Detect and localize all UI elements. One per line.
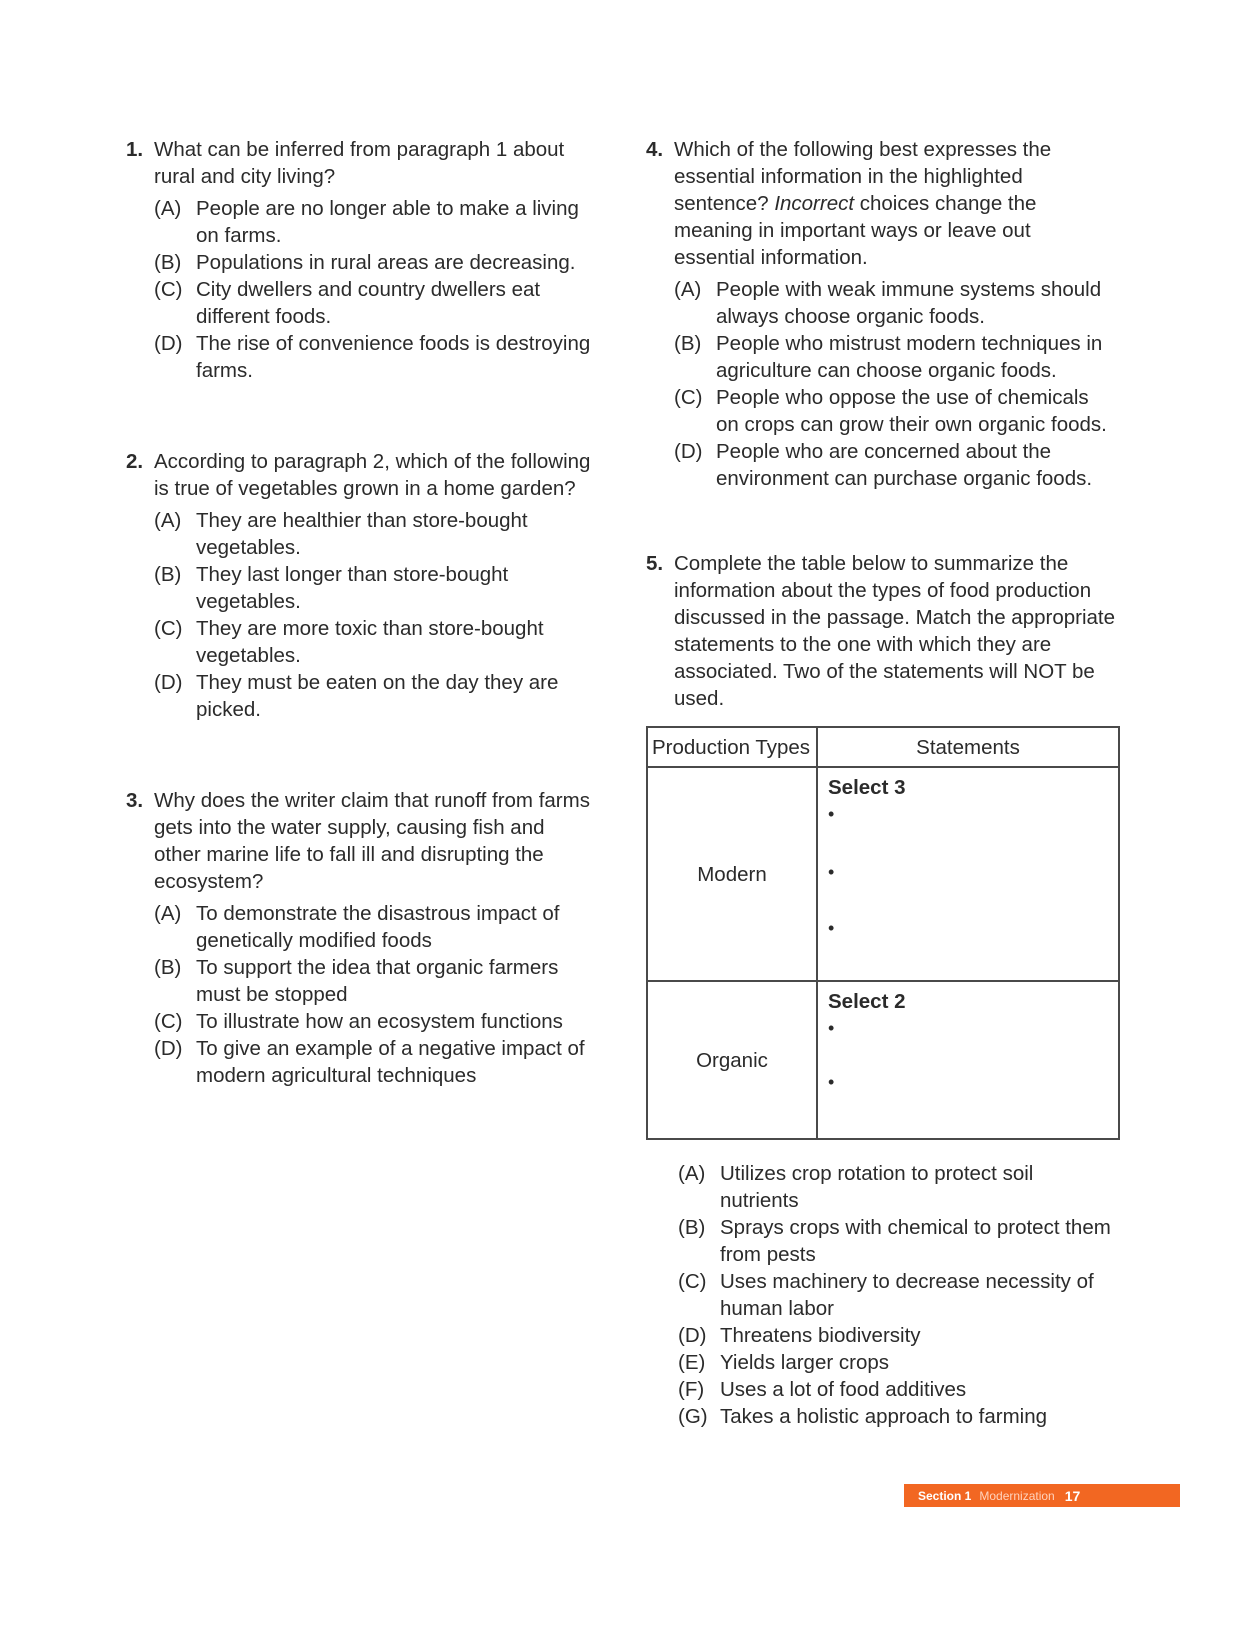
option-text: Yields larger crops [720,1351,890,1374]
option-letter: (D) [154,671,183,694]
spacer [126,723,596,787]
statement-choices [678,1160,1116,1430]
answer-option[interactable] [154,561,596,615]
question-stem [674,136,1116,271]
question-2 [126,448,596,723]
statements-cell-modern [817,767,1119,981]
option-letter: (A) [154,197,182,220]
option-letter: (A) [154,509,182,532]
option-text: People with weak immune systems should always choose organic foods. [716,278,1102,328]
question-4 [646,136,1116,492]
option-text: They must be eaten on the day they are picked. [196,671,559,721]
answer-option[interactable] [154,276,596,330]
question-number: 5. [646,552,664,575]
question-1 [126,136,596,384]
answer-option[interactable] [674,384,1116,438]
option-letter: (E) [678,1351,706,1374]
answer-option[interactable] [154,195,596,249]
option-letter: (B) [678,1216,706,1239]
answer-slot[interactable]: • [828,1072,835,1092]
question-stem: Complete the table below to summarize the information about the types of food production discussed in the passage. Match the appropriate statements to the one with which they are associated. Two of the statements will NOT be used. [674,552,1116,710]
question-number: 4. [646,138,664,161]
question-number: 3. [126,789,144,812]
option-text: People who are concerned about the environment can purchase organic foods. [716,440,1093,490]
answer-option[interactable] [154,1008,596,1035]
stem-text: Which of the following best expresses the essential information in the highlighted sentence? [674,138,1052,215]
answer-option[interactable] [154,249,596,276]
option-letter: (B) [674,332,702,355]
option-text: Uses machinery to decrease necessity of human labor [720,1270,1094,1320]
answer-option[interactable] [154,615,596,669]
answer-option[interactable] [674,438,1116,492]
stem-emphasis: Incorrect [774,192,855,215]
option-text: To demonstrate the disastrous impact of genetically modified foods [196,902,560,952]
option-text: To give an example of a negative impact of modern agricultural techniques [196,1037,585,1087]
left-column [126,136,596,1089]
question-stem: Why does the writer claim that runoff from farms gets into the water supply, causing fish and other marine life to fall ill and disrupting the ecosystem? [154,789,590,893]
spacer [126,384,596,448]
answer-slot[interactable]: • [828,862,835,882]
answer-option[interactable] [678,1376,1116,1403]
select-label: Select 2 [828,990,906,1013]
answer-option[interactable] [678,1268,1116,1322]
option-letter: (D) [154,1037,183,1060]
right-column [646,136,1116,1430]
answer-option[interactable] [154,330,596,384]
question-number: 1. [126,138,144,161]
option-letter: (D) [674,440,703,463]
answer-option[interactable] [678,1160,1116,1214]
answer-option[interactable] [154,1035,596,1089]
statements-cell-organic [817,981,1119,1139]
stem-text: choices change the meaning in important ways or leave out essential information. [674,192,1037,269]
option-text: Threatens biodiversity [720,1324,921,1347]
answer-option[interactable] [678,1403,1116,1430]
option-text: City dwellers and country dwellers eat different foods. [196,278,541,328]
summary-table [646,726,1120,1140]
option-letter: (A) [678,1162,706,1185]
option-letter: (F) [678,1378,705,1401]
question-number: 2. [126,450,144,473]
option-text: People who mistrust modern techniques in agriculture can choose organic foods. [716,332,1103,382]
option-text: To support the idea that organic farmers must be stopped [196,956,559,1006]
select-label: Select 3 [828,776,906,799]
option-text: Sprays crops with chemical to protect them from pests [720,1216,1111,1266]
option-text: People who oppose the use of chemicals on crops can grow their own organic foods. [716,386,1107,436]
answer-option[interactable] [154,669,596,723]
answer-option[interactable] [678,1322,1116,1349]
page-number: 17 [1064,1487,1081,1504]
option-letter: (C) [154,1010,183,1033]
option-letter: (B) [154,251,182,274]
option-text: They are more toxic than store-bought vegetables. [196,617,544,667]
question-stem: What can be inferred from paragraph 1 about rural and city living? [154,138,565,188]
option-letter: (D) [154,332,183,355]
answer-option[interactable] [674,330,1116,384]
option-letter: (C) [674,386,703,409]
option-text: Utilizes crop rotation to protect soil nutrients [720,1162,1034,1212]
answer-option[interactable] [154,507,596,561]
header-statements: Statements [817,727,1119,767]
answer-slot[interactable]: • [828,804,835,824]
option-letter: (C) [154,278,183,301]
option-letter: (D) [678,1324,707,1347]
option-text: Populations in rural areas are decreasing. [196,251,576,274]
option-text: They last longer than store-bought vegetables. [196,563,509,613]
table-row-modern [647,767,1119,981]
footer-section-label: Section 1 [918,1488,972,1503]
option-letter: (B) [154,956,182,979]
option-text: Uses a lot of food additives [720,1378,967,1401]
answer-slot[interactable]: • [828,1018,835,1038]
option-text: To illustrate how an ecosystem functions [196,1010,563,1033]
table-header-row [647,727,1119,767]
answer-option[interactable] [674,276,1116,330]
table-row-organic [647,981,1119,1139]
question-stem: According to paragraph 2, which of the following is true of vegetables grown in a home garden? [154,450,591,500]
spacer [646,492,1116,550]
answer-option[interactable] [678,1349,1116,1376]
answer-option[interactable] [154,900,596,954]
page-footer [904,1484,1180,1507]
header-production-types: Production Types [647,727,817,767]
option-letter: (A) [674,278,702,301]
option-text: People are no longer able to make a living on farms. [196,197,579,247]
footer-section-name: Modernization [979,1488,1055,1503]
option-text: Takes a holistic approach to farming [720,1405,1048,1428]
option-letter: (G) [678,1405,708,1428]
type-organic: Organic [647,981,817,1139]
answer-slot[interactable]: • [828,918,835,938]
option-letter: (C) [678,1270,707,1293]
option-text: They are healthier than store-bought vegetables. [196,509,528,559]
answer-option[interactable] [154,954,596,1008]
type-modern: Modern [647,767,817,981]
answer-option[interactable] [678,1214,1116,1268]
option-letter: (B) [154,563,182,586]
question-3 [126,787,596,1089]
question-5 [646,550,1116,1430]
option-letter: (A) [154,902,182,925]
option-letter: (C) [154,617,183,640]
option-text: The rise of convenience foods is destroying farms. [196,332,591,382]
